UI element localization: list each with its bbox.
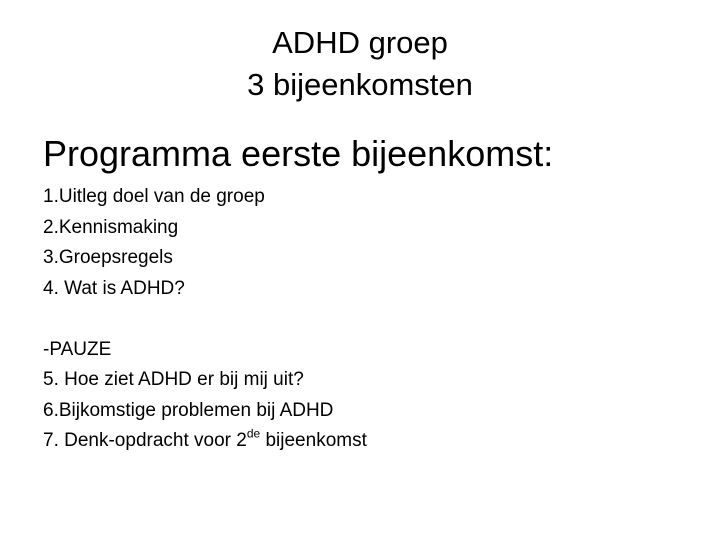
program-heading: Programma eerste bijeenkomst: [43,133,554,174]
agenda-item-2: 2.Kennismaking [43,216,179,238]
title-line-1: ADHD groep [272,25,448,60]
agenda-item-6: 6.Bijkomstige problemen bij ADHD [43,399,334,421]
agenda-item-3: 3.Groepsregels [43,247,173,268]
title-line-2: 3 bijeenkomsten [247,67,473,102]
agenda-item-7-ordinal: de [246,426,261,441]
agenda-item-7-prefix: 7. Denk-opdracht voor 2 [43,430,247,451]
agenda-item-7-suffix: bijeenkomst [260,430,367,451]
agenda-list [43,182,367,457]
agenda-spacer [43,304,367,335]
agenda-item-pauze: -PAUZE [43,338,112,360]
slide-title [0,22,720,106]
agenda-item-5: 5. Hoe ziet ADHD er bij mij uit? [43,369,304,390]
agenda-item-4: 4. Wat is ADHD? [43,277,185,299]
agenda-item-7 [43,426,367,457]
agenda-item-1: 1.Uitleg doel van de groep [43,186,265,207]
